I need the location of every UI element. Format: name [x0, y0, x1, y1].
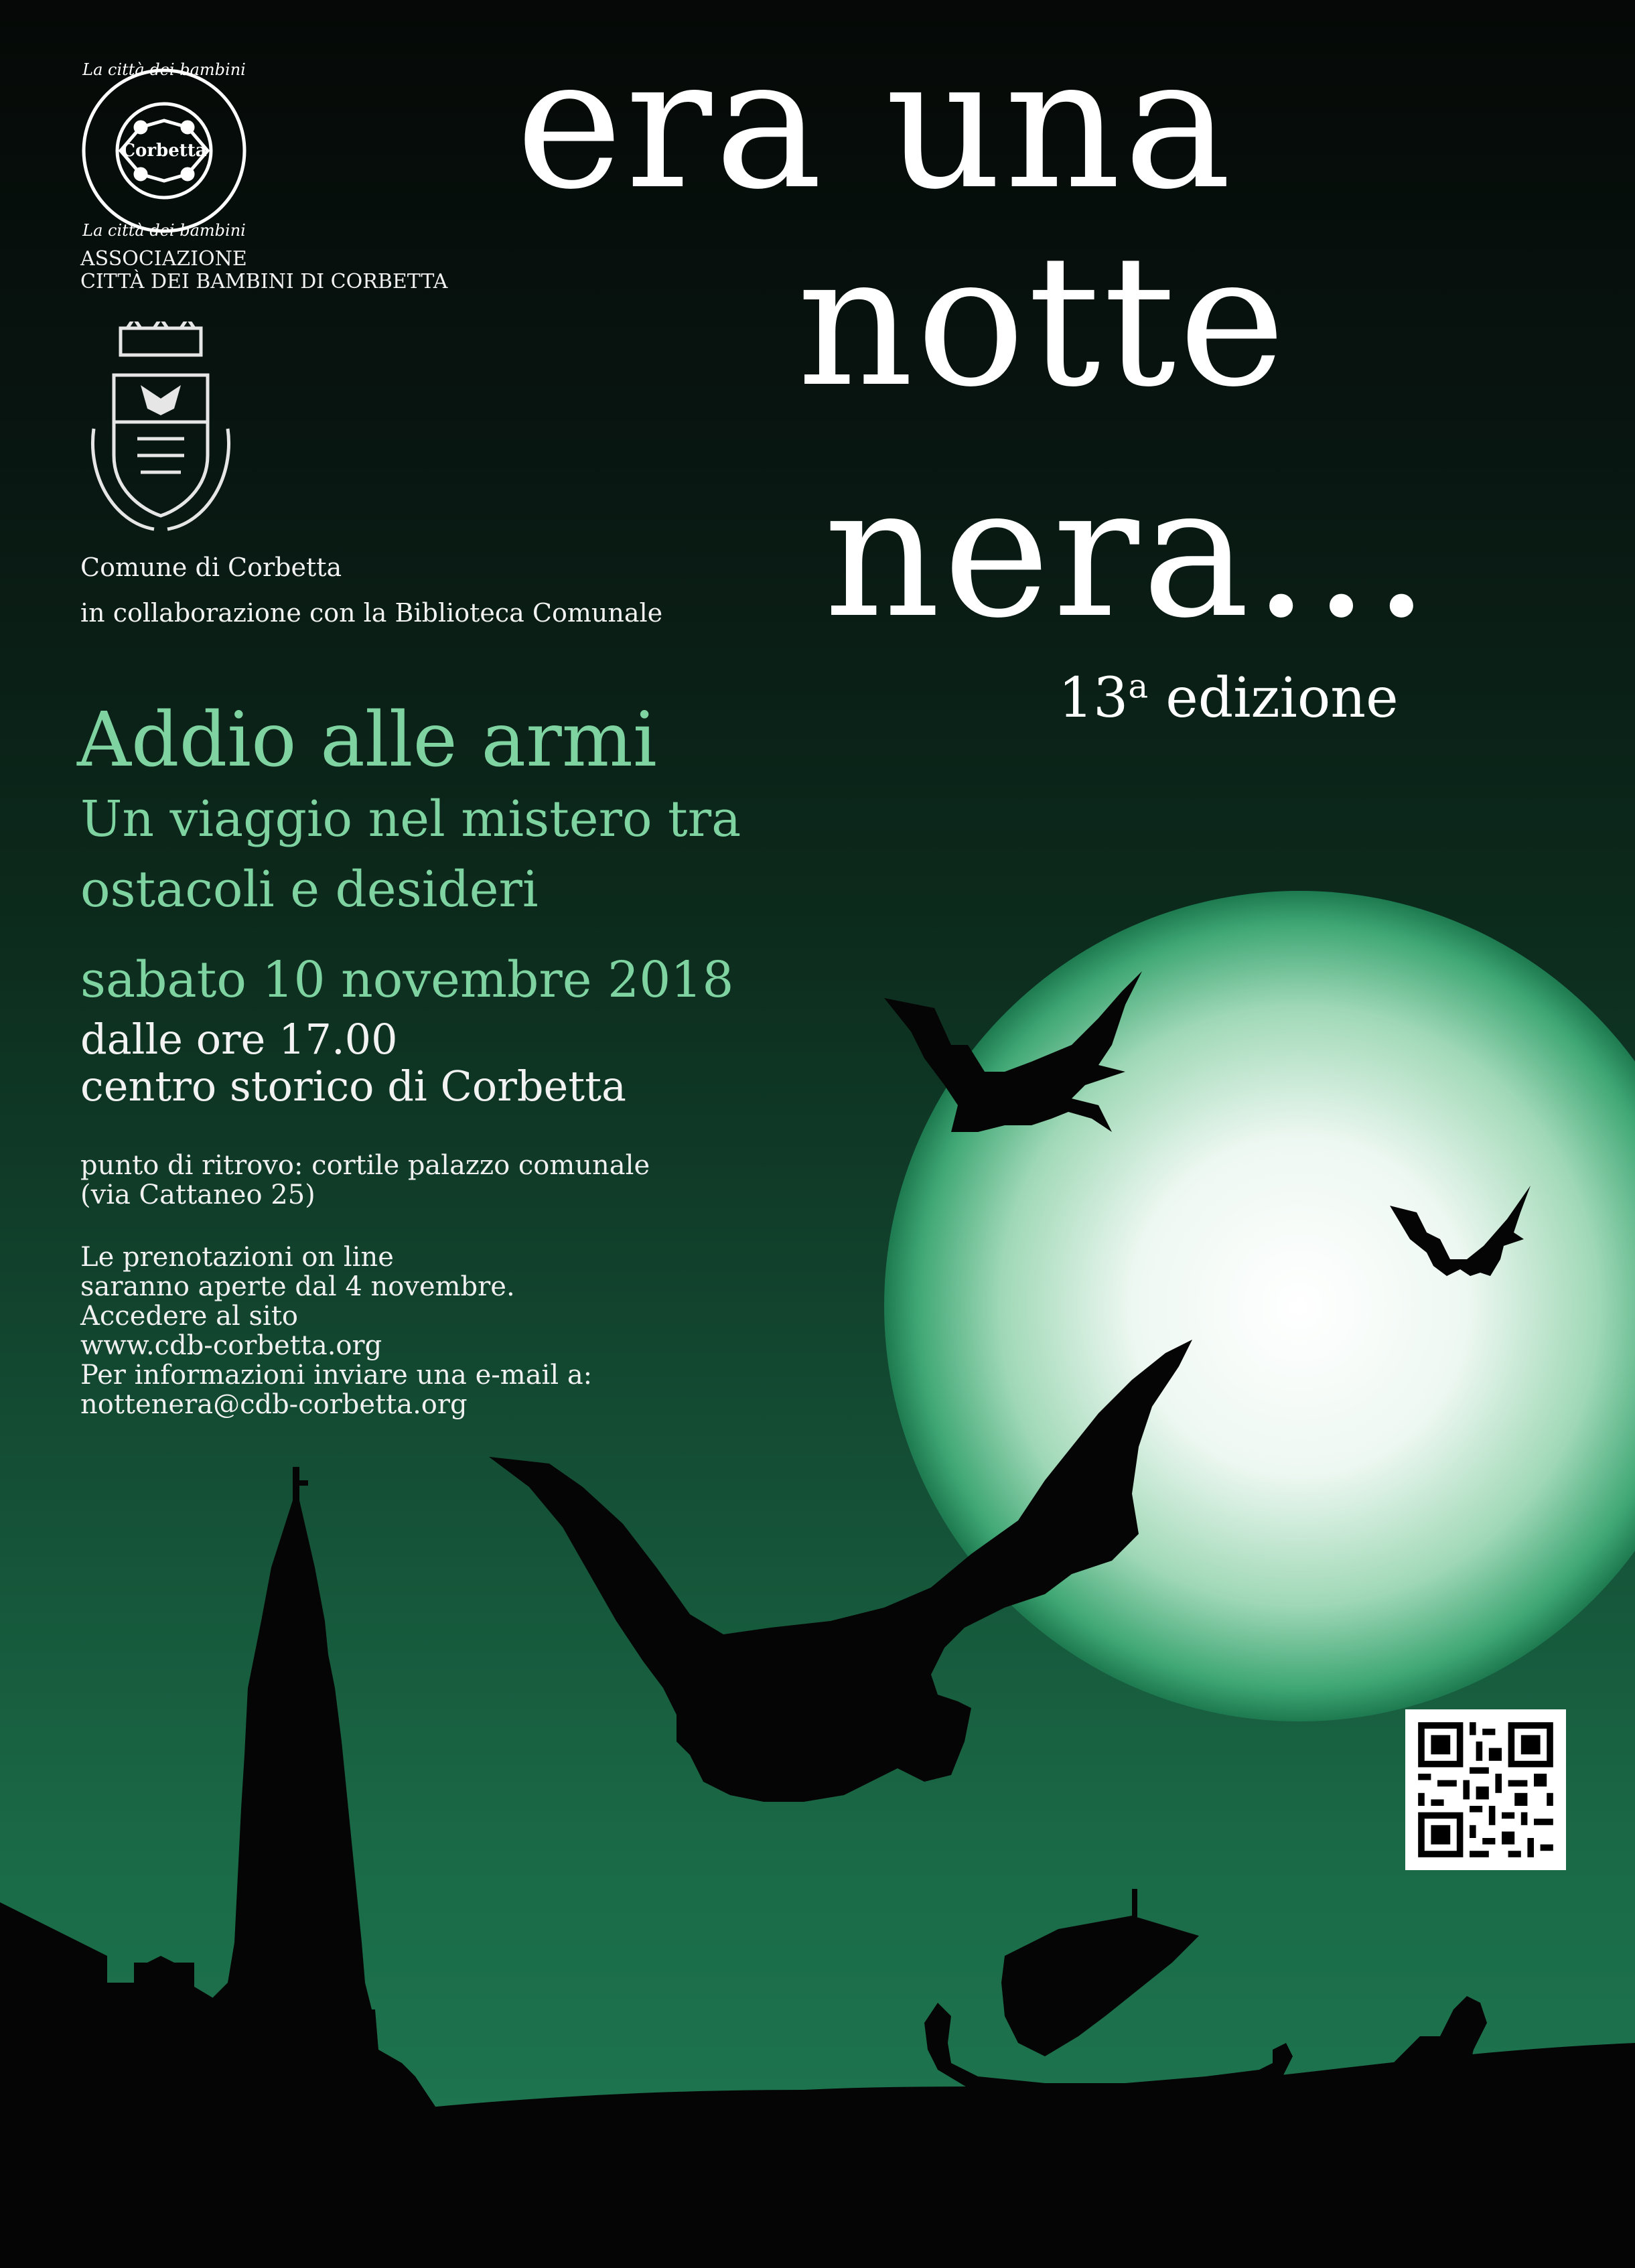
event-name: Addio alle armi	[77, 697, 657, 784]
title-line-3: nera...	[824, 447, 1433, 658]
edition-word: edizione	[1148, 666, 1399, 730]
viking-sail-silhouette	[1001, 1916, 1199, 2056]
hills-silhouette	[402, 2043, 1635, 2268]
comune-name: Comune di Corbetta	[80, 553, 342, 582]
viking-ship-silhouette	[924, 2003, 1293, 2103]
booking-line-1: Le prenotazioni on line	[80, 1242, 394, 1273]
title-line-2: notte	[797, 216, 1289, 427]
association-line-1: ASSOCIAZIONE	[80, 247, 247, 271]
association-line-2: CITTÀ DEI BAMBINI DI CORBETTA	[80, 270, 448, 293]
chimney-silhouette	[134, 1963, 194, 2023]
association-logo	[67, 54, 261, 248]
booking-info	[80, 1243, 592, 1419]
booking-line-2: saranno aperte dal 4 novembre.	[80, 1271, 515, 1302]
qr-code[interactable]	[1405, 1709, 1566, 1870]
edition-label	[1058, 666, 1399, 730]
event-date: sabato 10 novembre 2018	[80, 951, 734, 1009]
event-place: centro storico di Corbetta	[80, 1062, 627, 1111]
event-subtitle-2: ostacoli e desideri	[80, 861, 539, 918]
logo-text-bottom: La città dei bambini	[82, 221, 246, 240]
logo-text-center: Corbetta	[121, 141, 207, 161]
title-line-1: era una	[516, 18, 1234, 229]
booking-line-3: Accedere al sito	[80, 1301, 298, 1332]
event-subtitle-1: Un viaggio nel mistero tra	[80, 790, 741, 848]
meeting-line-2: (via Cattaneo 25)	[80, 1180, 315, 1210]
edition-superscript: a	[1128, 666, 1149, 706]
edition-number: 13	[1058, 666, 1129, 730]
qr-code-icon	[1405, 1709, 1566, 1870]
website-link[interactable]: www.cdb-corbetta.org	[80, 1330, 382, 1361]
event-time: dalle ore 17.00	[80, 1015, 398, 1064]
association-name	[80, 248, 447, 293]
logo-text-top: La città dei bambini	[82, 60, 246, 79]
meeting-line-1: punto di ritrovo: cortile palazzo comunale	[80, 1150, 650, 1181]
collaboration-note: in collaborazione con la Biblioteca Comunale	[80, 598, 663, 628]
viking-mast	[1132, 1889, 1137, 1976]
info-line: Per informazioni inviare una e-mail a:	[80, 1360, 593, 1391]
meeting-point	[80, 1151, 650, 1210]
email-link[interactable]: nottenera@cdb-corbetta.org	[80, 1389, 468, 1420]
coat-of-arms-icon	[74, 322, 248, 536]
rooftops-silhouette	[0, 1902, 221, 2268]
